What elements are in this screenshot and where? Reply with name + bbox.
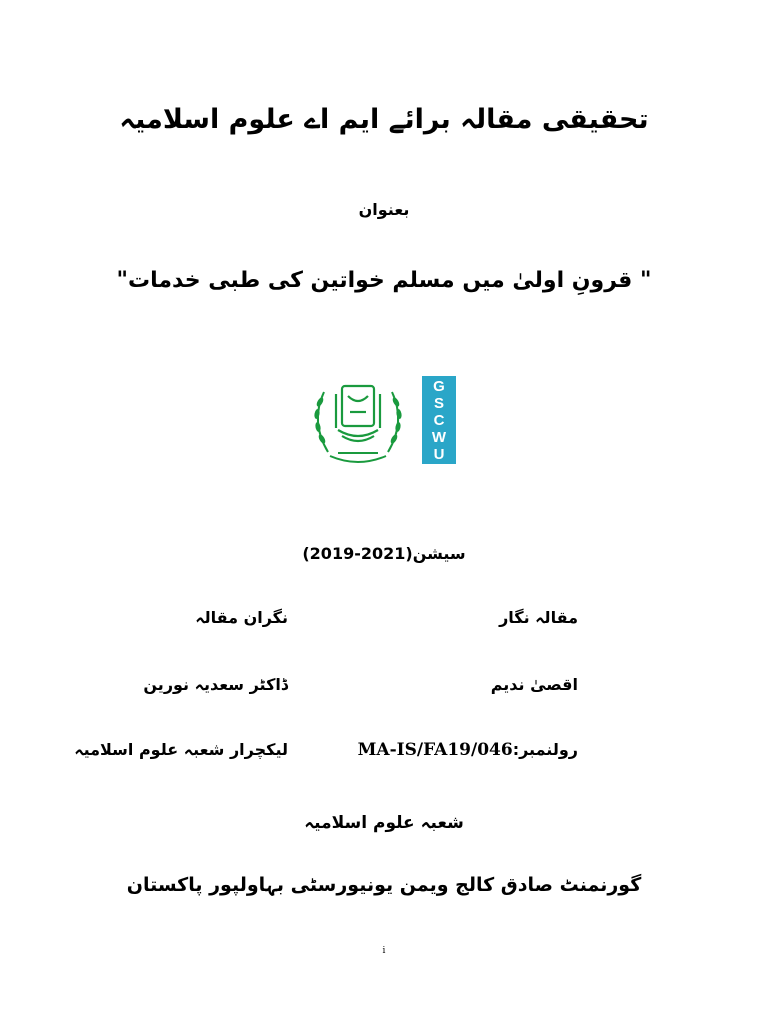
document-title: تحقیقی مقالہ برائے ایم اے علوم اسلامیہ	[119, 104, 649, 135]
session-label: سیشن	[412, 544, 466, 563]
page-number: i	[382, 946, 386, 956]
thesis-topic: " قرونِ اولیٰ میں مسلم خواتین کی طبی خدمات"	[116, 268, 652, 293]
supervisor-title: لیکچرار شعبہ علوم اسلامیہ	[74, 740, 288, 759]
roll-number	[358, 740, 578, 760]
logo-letter-g: G	[433, 378, 445, 395]
gscwu-badge-icon	[422, 376, 456, 464]
logo-letter-s: S	[433, 395, 445, 412]
university-logo	[306, 372, 456, 468]
session-line	[0, 544, 768, 563]
university-name: گورنمنٹ صادق کالج ویمن یونیورسٹی بہاولپور پاکستان	[126, 874, 642, 896]
university-seal-icon	[306, 372, 410, 468]
department-name: شعبہ علوم اسلامیہ	[304, 813, 464, 833]
logo-letter-u: U	[433, 446, 445, 463]
logo-letter-c: C	[433, 412, 445, 429]
supervisor-name: ڈاکٹر سعدیہ نورین	[143, 675, 288, 694]
subtitle-label: بعنوان	[358, 200, 410, 219]
roll-label: رولنمبر:	[512, 740, 578, 759]
supervisor-label: نگران مقالہ	[195, 608, 288, 627]
roll-value: MA-IS/FA19/046	[357, 740, 513, 760]
researcher-label: مقالہ نگار	[499, 608, 578, 627]
researcher-name: اقصیٰ ندیم	[490, 675, 578, 694]
logo-letter-w: W	[431, 429, 447, 446]
session-years: (2019-2021)	[302, 544, 413, 563]
